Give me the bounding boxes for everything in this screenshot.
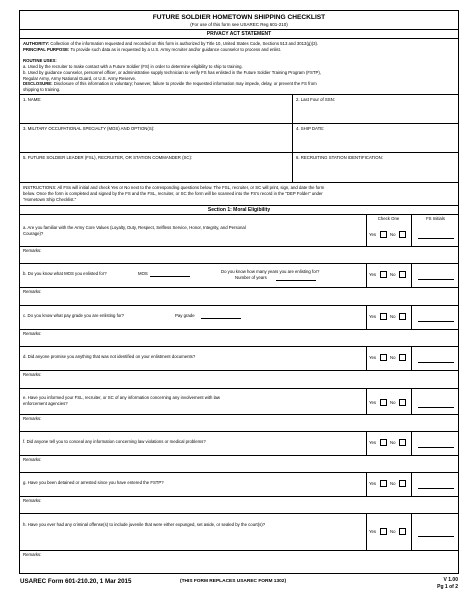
fs-initials-field[interactable]	[418, 447, 454, 448]
routine-uses-label: ROUTINE USES:	[23, 58, 57, 63]
no-checkbox[interactable]	[399, 528, 406, 535]
yes-label: Yes	[369, 272, 377, 277]
instructions-line-1: INSTRUCTIONS: All FSs will initial and check Yes or No next to the corresponding questions below. The FSL, recruiter, or SC will print, sign, and date the form	[23, 185, 325, 190]
no-label: No	[390, 355, 396, 360]
no-label: No	[390, 481, 396, 486]
routine-use-b: b. Used by guidance counselor, personnel officer, or administrative supply technician to verify FS has enlisted in the Future Soldier Training Program (FSTP),	[23, 70, 321, 75]
remarks-label: Remarks:	[23, 498, 42, 503]
disclosure-statement: DISCLOSURE: Disclosure of this information is voluntary; however, failure to provide the requested information may impede, delay, or prevent the FS from	[23, 81, 317, 86]
fs-initials-field[interactable]	[418, 362, 454, 363]
mos-label: MOS	[138, 271, 148, 276]
form-subtitle: (For use of this form see USAREC Reg 601-210)	[190, 22, 288, 27]
no-checkbox[interactable]	[399, 231, 406, 238]
no-label: No	[390, 314, 396, 319]
fs-initials-field[interactable]	[418, 279, 454, 280]
purpose-statement: PRINCIPAL PURPOSE: To provide such data as is requested by a U.S. Army recruiter and/or guidance counselor to process and enlist.	[23, 47, 281, 52]
question-e-cont: enforcement agencies?	[23, 400, 68, 406]
yes-checkbox[interactable]	[380, 271, 387, 278]
instructions-line-2: below. Once the form is completed and signed by the FS and the FSL, recruiter, or SC the form will be scanned into the FS's record in the "DEP Folder" under	[23, 191, 323, 196]
question-h: h. Have you ever had any criminal offense(s) to include juvenile that were either expunged, set aside, or sealed by the court(s)?	[23, 522, 266, 527]
remarks-label: Remarks:	[23, 248, 42, 253]
instructions-line-3: "Hometown Ship Checklist."	[23, 197, 77, 202]
yes-label: Yes	[369, 400, 377, 405]
routine-use-a: a. Used by the recruiter to make contact with a Future Soldier (FS) in order to determine eligibility to ship to training.	[23, 64, 243, 69]
yes-checkbox[interactable]	[380, 399, 387, 406]
fs-initials-field[interactable]	[418, 488, 454, 489]
page-number: Pg 1 of 2	[437, 584, 458, 590]
rsid-field-label: 6. RECRUITING STATION IDENTIFICATION:	[296, 155, 383, 160]
no-label: No	[390, 231, 396, 237]
privacy-heading: PRIVACY ACT STATEMENT	[206, 30, 272, 37]
yes-label: Yes	[369, 529, 377, 534]
no-checkbox[interactable]	[399, 313, 406, 320]
no-checkbox[interactable]	[399, 399, 406, 406]
fs-initials-field[interactable]	[418, 407, 454, 408]
no-checkbox[interactable]	[399, 439, 406, 446]
routine-use-b-cont: Regular Army, Army National Guard, or U.S. Army Reserve.	[23, 75, 137, 81]
question-a: a. Are you familiar with the Army Core Values (Loyalty, Duty, Respect, Selfless Service, Honor, Integrity, and Personal	[23, 225, 246, 230]
question-b: b. Do you know what MOS you enlisted for?	[23, 271, 107, 276]
no-label: No	[390, 400, 396, 405]
yes-label: Yes	[369, 355, 377, 360]
fs-initials-field[interactable]	[418, 536, 454, 537]
pay-grade-input[interactable]	[201, 318, 241, 319]
checklist-form	[19, 10, 459, 574]
version-label: V 1.00	[443, 577, 458, 583]
years-input[interactable]	[276, 280, 316, 281]
question-f: f. Did anyone tell you to conceal any information concerning law violations or medical problems?	[23, 439, 206, 444]
years-label: Number of years	[235, 275, 267, 280]
fs-initials-header: FS Initials	[426, 216, 445, 221]
fs-initials-field[interactable]	[418, 321, 454, 322]
yes-checkbox[interactable]	[380, 313, 387, 320]
no-checkbox[interactable]	[399, 480, 406, 487]
yes-checkbox[interactable]	[380, 231, 387, 238]
section-1-title: Section 1: Moral Eligibility	[207, 206, 271, 213]
remarks-label: Remarks:	[23, 416, 42, 421]
form-title: FUTURE SOLDIER HOMETOWN SHIPPING CHECKLIST	[152, 14, 326, 21]
yes-checkbox[interactable]	[380, 528, 387, 535]
mos-field-label: 3. MILITARY OCCUPATIONAL SPECIALTY (MOS) AND OPTION(S):	[23, 126, 155, 131]
yes-label: Yes	[369, 231, 377, 237]
yes-checkbox[interactable]	[380, 480, 387, 487]
no-checkbox[interactable]	[399, 354, 406, 361]
yes-checkbox[interactable]	[380, 439, 387, 446]
remarks-label: Remarks:	[23, 552, 42, 557]
question-b-years: Do you know how many years you are enlisting for?	[221, 269, 320, 274]
no-label: No	[390, 440, 396, 445]
question-g: g. Have you been detained or arrested since you have entered the FSTP?	[23, 480, 164, 485]
question-e: e. Have you informed your FSL, recruiter, or SC of any information concerning any involvement with law	[23, 395, 221, 400]
yes-label: Yes	[369, 440, 377, 445]
question-a-cont: Courage)?	[23, 230, 44, 236]
leader-field-label: 5. FUTURE SOLDIER LEADER (FSL), RECRUITER, OR STATION COMMANDER (SC):	[23, 155, 193, 160]
question-c: c. Do you know what pay grade you are enlisting for?	[23, 313, 125, 318]
question-d: d. Did anyone promise you anything that was not identified on your enlistment documents?	[23, 354, 196, 359]
yes-label: Yes	[369, 481, 377, 486]
no-checkbox[interactable]	[399, 271, 406, 278]
pay-grade-label: Pay grade	[175, 313, 195, 318]
authority-statement: AUTHORITY: Collection of the information requested and recorded on this form is authorized by Title 10, United States Code, Sections 513 and 3013(g)(3).	[23, 41, 319, 46]
yes-label: Yes	[369, 314, 377, 319]
ship-date-field-label: 4. SHIP DATE:	[296, 126, 325, 131]
ssn-field-label: 2. Last Four of SSN:	[296, 97, 335, 102]
mos-input[interactable]	[150, 276, 190, 277]
remarks-label: Remarks:	[23, 457, 42, 462]
fs-initials-field[interactable]	[418, 238, 454, 239]
form-number: USAREC Form 601-210.20, 1 Mar 2015	[20, 578, 132, 585]
check-one-header: Check One	[377, 216, 400, 221]
disclosure-statement-cont: shipping to training.	[23, 86, 61, 92]
yes-checkbox[interactable]	[380, 354, 387, 361]
no-label: No	[390, 529, 396, 534]
name-field-label: 1. NAME:	[23, 97, 42, 102]
remarks-label: Remarks:	[23, 331, 42, 336]
replaces-note: (THIS FORM REPLACES USAREC FORM 1302)	[180, 579, 287, 584]
no-label: No	[390, 272, 396, 277]
remarks-label: Remarks:	[23, 372, 42, 377]
remarks-label: Remarks:	[23, 289, 42, 294]
